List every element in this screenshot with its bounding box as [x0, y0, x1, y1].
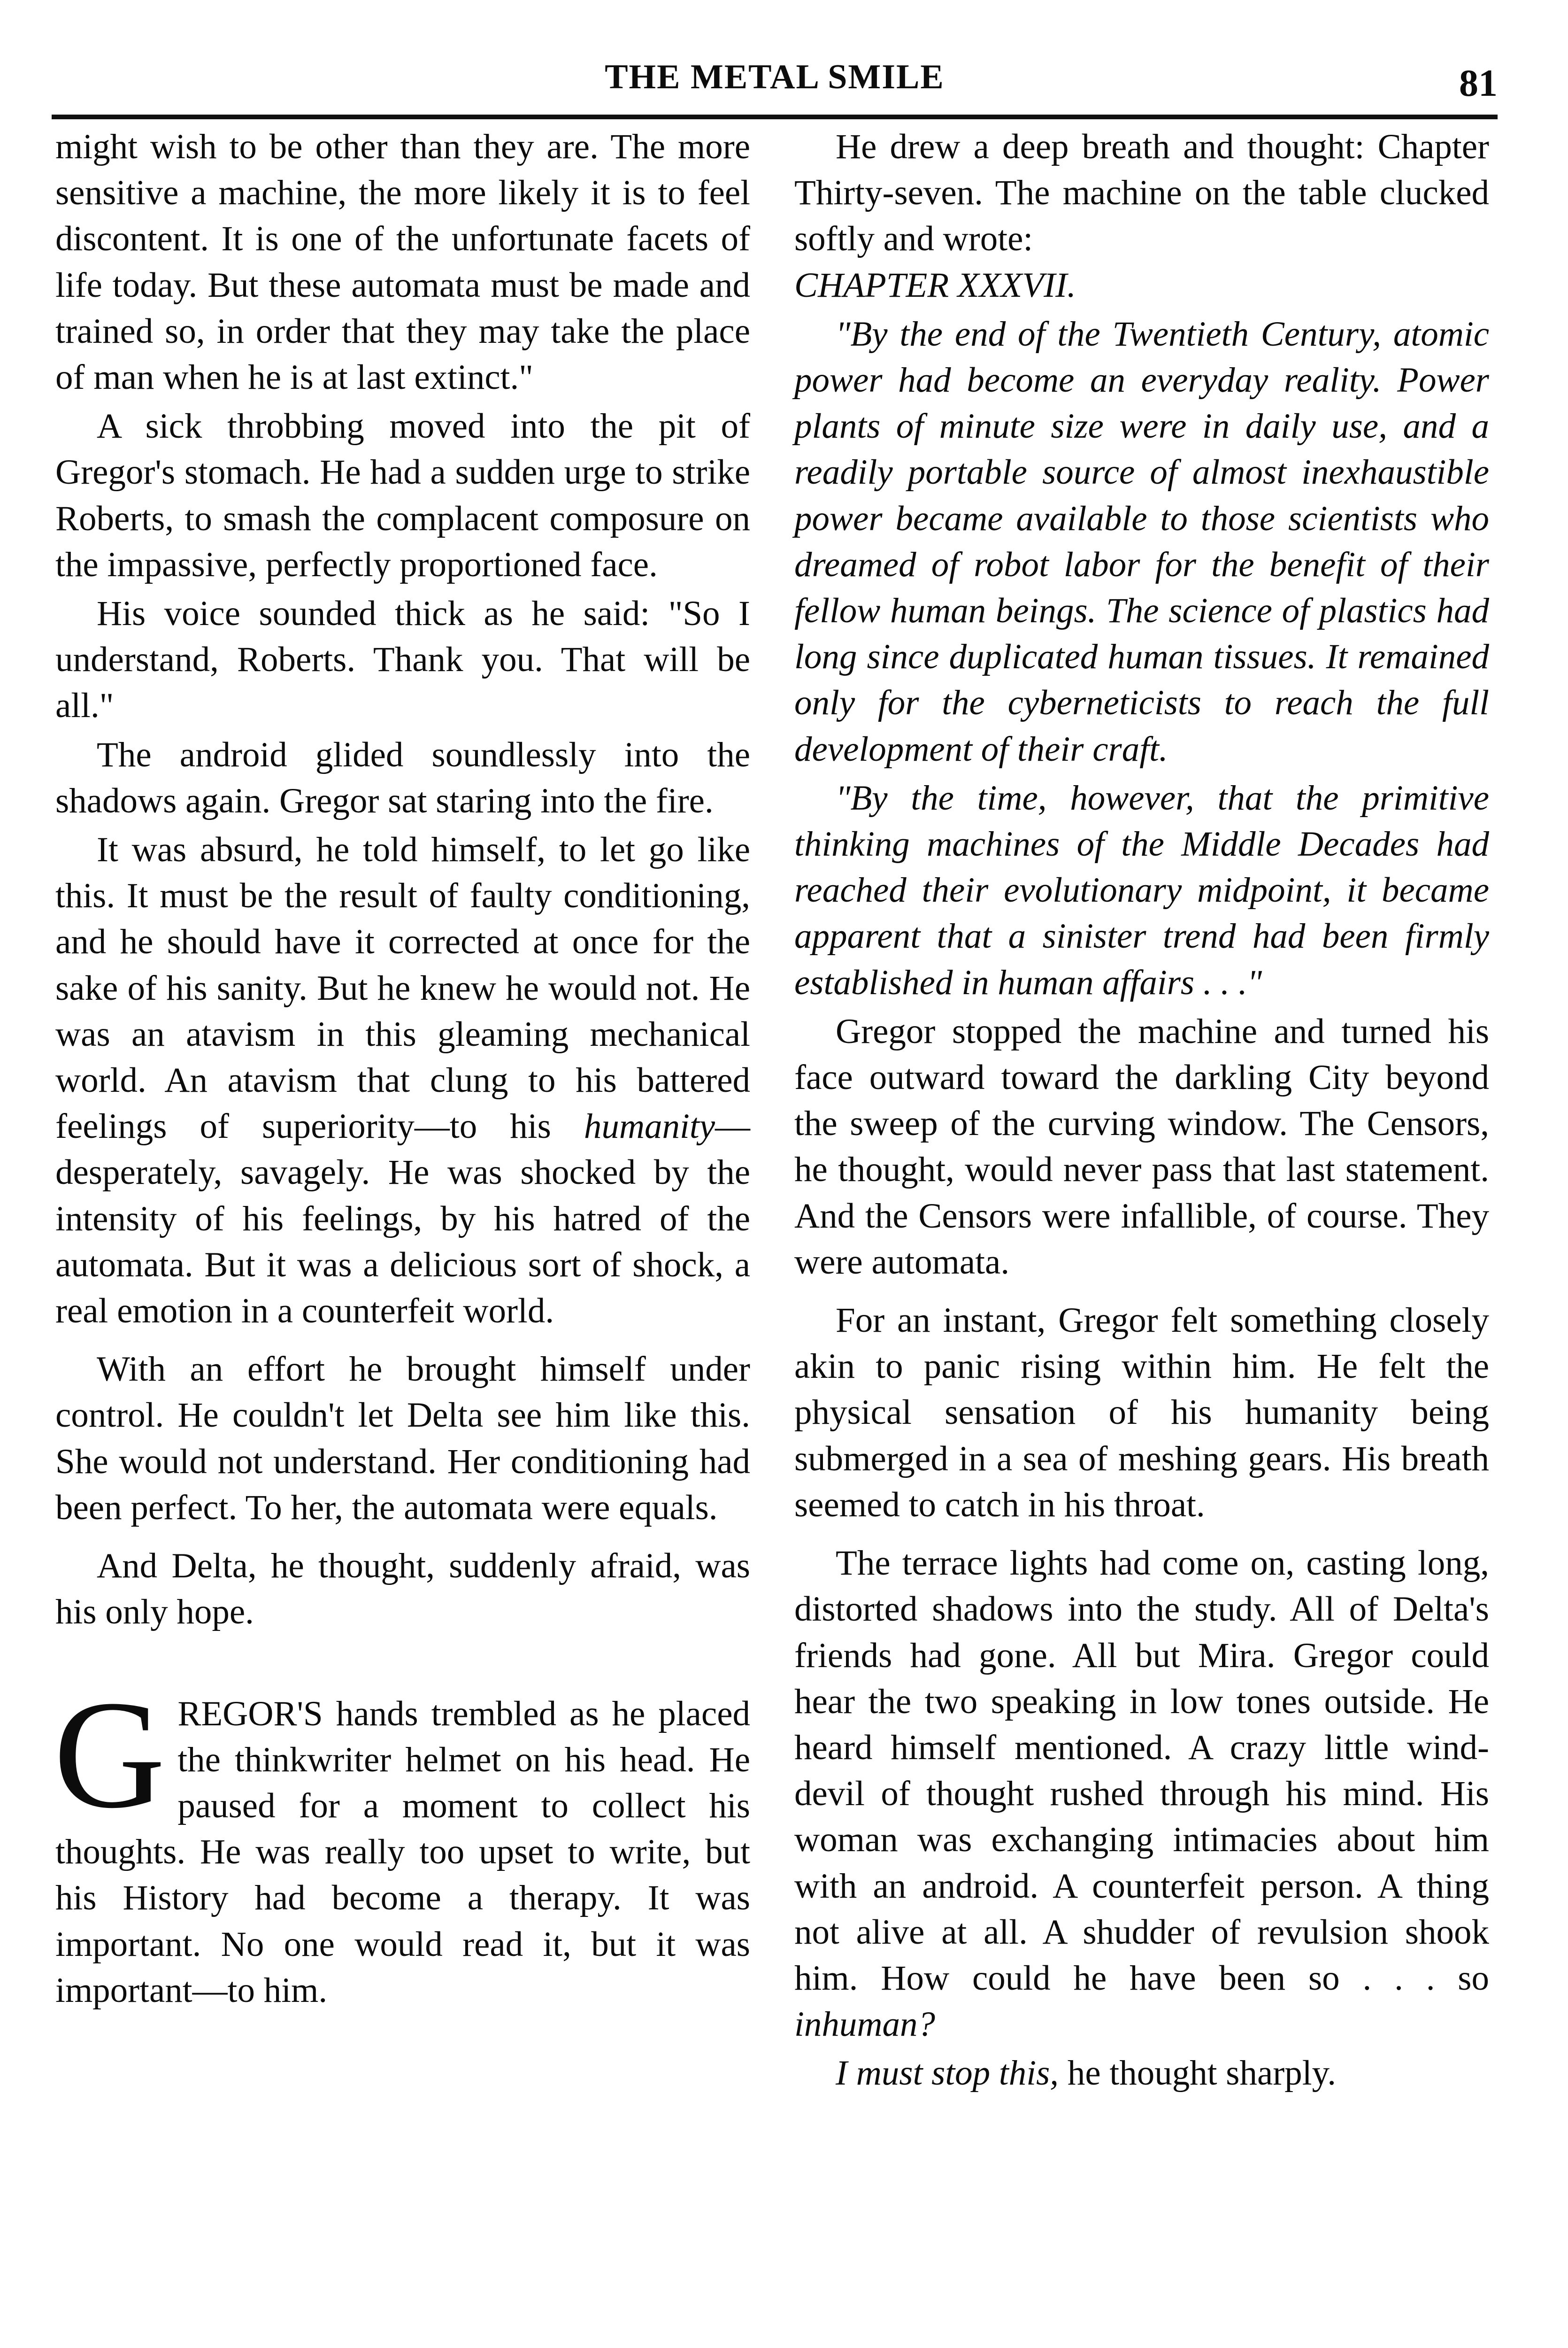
- emphasis-text: inhuman?: [794, 2005, 935, 2044]
- paragraph: Gregor stopped the machine and turned his face outward toward the darkling City beyond the sweep of the curving window. The Censors, he thought, would never pass that last statement. And the Censors were infallible, of course. They were automata.: [794, 1012, 1489, 1282]
- paragraph: [794, 1540, 1489, 2047]
- right-column: [794, 124, 1489, 2100]
- emphasis-text: I must stop this,: [836, 2054, 1059, 2093]
- page-header: [52, 55, 1498, 119]
- running-title: THE METAL SMILE: [605, 58, 945, 96]
- paragraph: And Delta, he thought, suddenly afraid, was his only hope.: [55, 1546, 750, 1632]
- quoted-history-paragraph: "By the time, however, that the primitive thinking machines of the Middle Decades had reached their evolutionary midpoint, it became apparent that a sinister trend had been firmly established in human affairs . . .": [794, 778, 1489, 1002]
- page-number: 81: [1459, 62, 1498, 104]
- paragraph: [55, 827, 750, 1334]
- left-column: [55, 124, 750, 2016]
- emphasis-text: humanity: [584, 1107, 715, 1146]
- paragraph: His voice sounded thick as he said: "So I understand, Roberts. Thank you. That will be all.": [55, 594, 750, 726]
- text-run: REGOR'S hands trembled as he placed the thinkwriter helmet on his head. He paused for a moment to collect his thoughts. He was really too upset to write, but his History had become a therapy. It was important. No one would read it, but it was important—to him.: [55, 1694, 750, 2010]
- text-run: he thought sharply.: [1067, 2054, 1336, 2093]
- text-run: The terrace lights had come on, casting long, distorted shadows into the study. All of Delta's friends had gone. All but Mira. Gregor could hear the two speaking in low tones outside. He heard himself mentioned. A crazy little wind-devil of thought rushed through his mind. His woman was exchanging intimacies about him with an android. A counterfeit person. A thing not alive at all. A shudder of revulsion shook him. How could he have been so . . . so: [794, 1544, 1489, 1998]
- text-run: It was absurd, he told himself, to let go like this. It must be the result of faulty conditioning, and he should have it corrected at once for the sake of his sanity. But he knew he would not. He was an atavism in this gleaming mechanical world. An atavism that clung to his battered feelings of superiority—to his: [55, 830, 750, 1146]
- text-run: —desperately, savagely. He was shocked by the intensity of his feelings, by his hatred of the automata. But it was a delicious sort of shock, a real emotion in a counterfeit world.: [55, 1107, 750, 1331]
- drop-cap: G: [54, 1668, 166, 1840]
- quoted-history-paragraph: "By the end of the Twentieth Century, atomic power had become an everyday reality. Power plants of minute size were in daily use, and a readily portable source of almost inexhaustible power became available to those scientists who dreamed of robot labor for the benefit of their fellow human beings. The science of plastics had long since duplicated human tissues. It remained only for the cyberneticists to reach the full development of their craft.: [794, 314, 1489, 769]
- paragraph: [794, 2050, 1489, 2096]
- paragraph: With an effort he brought himself under control. He couldn't let Delta see him like this. She would not understand. Her conditioning had been perfect. To her, the automata were equals.: [55, 1350, 750, 1527]
- paragraph: A sick throbbing moved into the pit of Gregor's stomach. He had a sudden urge to strike Roberts, to smash the complacent composure on the impassive, perfectly proportioned face.: [55, 407, 750, 584]
- chapter-heading-text: CHAPTER XXXVII.: [794, 265, 1076, 305]
- paragraph: [794, 124, 1489, 309]
- paragraph: might wish to be other than they are. The more sensitive a machine, the more likely it is to feel discontent. It is one of the unfortunate facets of life today. But these automata must be made and trained so, in order that they may take the place of man when he is at last extinct.": [55, 127, 750, 397]
- section-opening-paragraph: [54, 1668, 750, 2014]
- paragraph: The android glided soundlessly into the shadows again. Gregor sat staring into the fire.: [55, 735, 750, 820]
- text-run: He drew a deep breath and thought: Chapter Thirty-seven. The machine on the table clucked softly and wrote:: [794, 127, 1489, 259]
- paragraph: For an instant, Gregor felt something closely akin to panic rising within him. He felt the physical sensation of his humanity being submerged in a sea of meshing gears. His breath seemed to catch in his throat.: [794, 1301, 1489, 1524]
